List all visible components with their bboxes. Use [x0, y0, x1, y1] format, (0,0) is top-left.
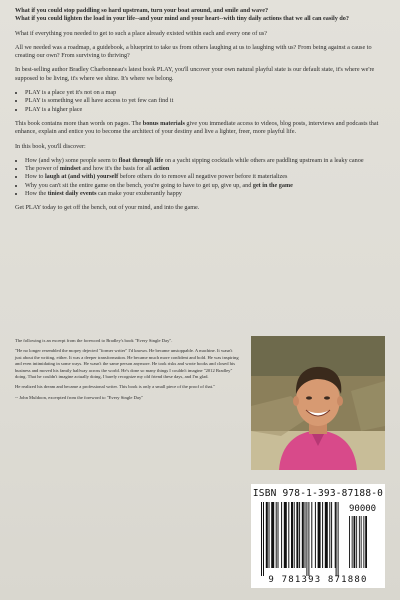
- foreword-attribution: -- John Muldoon, excerpted from the foreword to "Every Single Day": [15, 394, 144, 400]
- bonus-text-post: give you immediate access to videos, blog posts, interviews and podcasts that enhance, explain and entice you to become the architect of your destiny and live a lighter, freer, more playful life.: [15, 119, 379, 136]
- play-list-item: • PLAY is something we all have access to yet few can find it: [25, 97, 387, 105]
- play-list-item: • PLAY is a place yet it's not on a map: [25, 89, 387, 97]
- price-code: 90000: [349, 504, 377, 514]
- play-list-item: • PLAY is a higher place: [25, 106, 387, 114]
- author-photo-illustration: [251, 336, 385, 470]
- foreword-excerpt: [15, 338, 240, 405]
- discover-item: • How to laugh at (and with) yourself before others do to remove all negative power before it materializes: [25, 173, 387, 181]
- blurb: [15, 7, 387, 219]
- play-list: [15, 89, 387, 114]
- bonus-paragraph: [15, 120, 387, 137]
- isbn-barcode: [251, 484, 385, 588]
- isbn-number: ISBN 978-1-393-87188-0: [252, 488, 384, 499]
- discover-item: • Why you can't sit the entire game on the bench, you're going to have to get up, give up, and get in the game: [25, 182, 387, 190]
- discover-heading: In this book, you'll discover:: [15, 142, 86, 150]
- foreword-quote-end: He realized his dream and became a professional writer. This book is only a small piece of the proof of that.": [15, 384, 216, 390]
- intro-paragraph-2: All we needed was a roadmap, a guidebook, a blueprint to take us from others laughing at us to laughing with us? From being against a cause to creating our own? From surviving to thriving?: [15, 43, 372, 60]
- intro-paragraph-3: In best-selling author Bradley Charbonneau's latest book PLAY, you'll uncover your own natural playful state is our default state, it's where we're supposed to be living, it's where we shine. It's where we belong.: [15, 66, 375, 82]
- call-to-action: Get PLAY today to get off the bench, out of your mind, and into the game.: [15, 204, 200, 212]
- hook-question-1: What if you could stop paddling so hard upstream, turn your boat around, and smile and wave?: [15, 7, 269, 14]
- discover-list: [15, 157, 387, 198]
- hook-question-2: What if you could lighten the load in your life--and your mind and your heart--with tiny daily actions that we all can easily do?: [15, 15, 349, 23]
- intro-paragraph-1: What if everything you needed to get to such a place already existed within each and every one of us?: [15, 29, 268, 37]
- foreword-quote: "He no longer resembled the mopey dejected "former writer" I'd known. He became unstoppable. A machine. It wasn't just about the writing, either. It was a deeper transformation. He became much more confident and bold. He was inspiring and even intimidating in some ways. He wasn't the same person anymore. He took risks and wrote books and closed his business and moved his family halfway across the world. He's done so many things I couldn't imagine "2012 Bradley" doing. That he couldn't imagine actually doing, I barely recognize my old friend these days, and I'm glad.: [15, 348, 239, 380]
- discover-item: • The power of mindset and how it's the basis for all action: [25, 165, 387, 173]
- discover-item: • How (and why) some people seem to float through life on a yacht sipping cocktails while others are paddling upstream in a leaky canoe: [25, 157, 387, 165]
- discover-item: • How the tiniest daily events can make your exuberantly happy: [25, 190, 387, 198]
- bonus-text-pre: This book contains more than words on pages. The: [15, 119, 143, 127]
- ean-number: 9 781393 871880: [268, 575, 368, 585]
- foreword-intro: The following is an excerpt from the foreword to Bradley's book "Every Single Day".: [15, 338, 173, 343]
- barcode-bars: [251, 484, 385, 588]
- author-photo: [251, 336, 385, 470]
- hook-questions: [15, 7, 387, 24]
- bonus-text-bold: bonus materials: [142, 119, 185, 127]
